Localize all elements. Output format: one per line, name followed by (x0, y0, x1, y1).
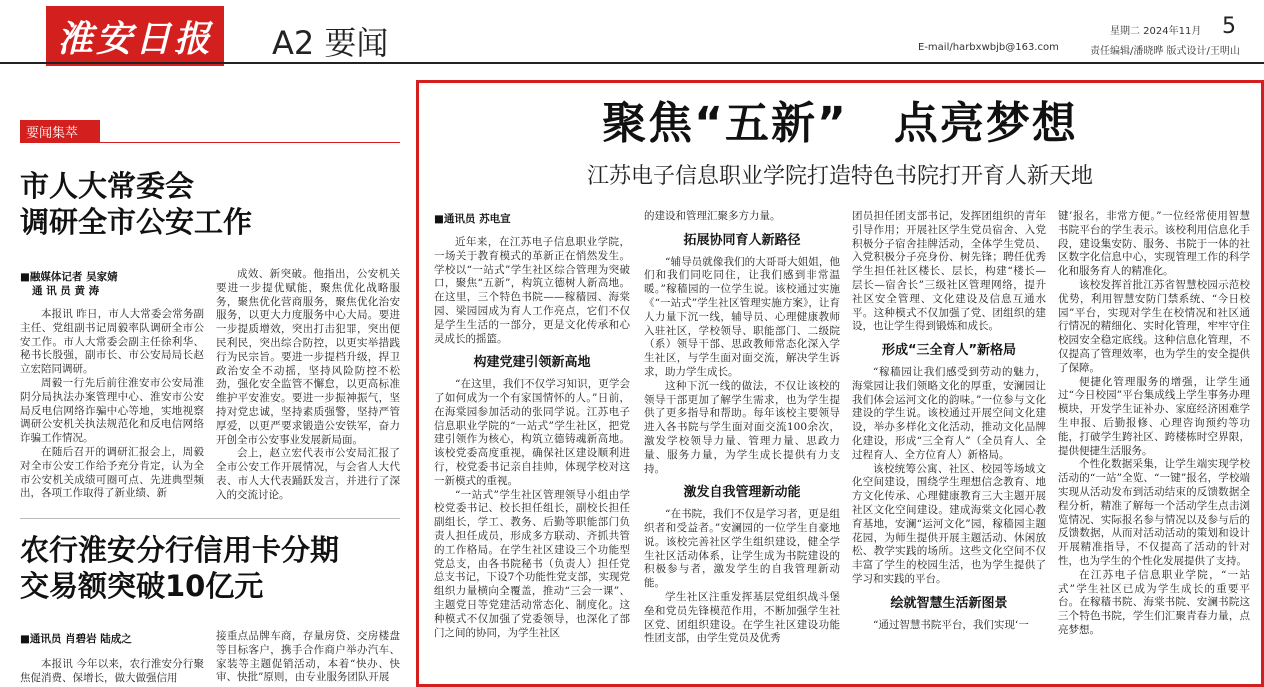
story2-column-a (20, 658, 204, 687)
paragraph: “一站式”学生社区管理领导小组由学校党委书记、校长担任组长，副校长担任副组长，学工、教务、后勤等职能部门负责人担任成员，形成多方联动、齐抓共管的工作格局。在学生社区建设三个功能型党总支，由各书院秘书（负责人）担任党总支书记，下设7个功能性党支部，实现党组织力量横向全覆盖，推动“三会一课”、主题党日等党建活动常态化、制度化。这种模式不仅加强了党委领导，也深化了部门之间的协同，为学生社区 (434, 488, 630, 639)
section-badge: 要闻集萃 (20, 120, 100, 142)
header-rule (0, 62, 1264, 64)
story1-headline (20, 168, 400, 240)
feature-subhead-1: 构建党建引领新高地 (473, 355, 591, 371)
page-label: A2 要闻 (272, 24, 389, 62)
paragraph: 成效、新突破。他指出，公安机关要进一步提优赋能，聚焦优化战略服务，聚焦优化营商服务，聚焦优化治安服务，以更大力度服务中心大局。要进一步提质增效，突出打击犯罪，突出便民利民，突出综合防控，以更实举措践行为民宗旨。要进一步提档升级，捍卫政治安全不动摇，坚持风险防控不松劲，强化安全监管不懈怠，以更高标准维护平安淮安。要进一步振神振气，坚持对党忠诚，坚持素质强警，坚持严管厚爱，以更严要求锻造公安铁军，奋力开创全市公安事业发展新局面。 (216, 268, 400, 446)
feature-column-1 (434, 236, 630, 680)
feature-title: 聚焦“五新” 点亮梦想 (602, 98, 1078, 149)
story1-headline-line1: 市人大常委会 (20, 169, 195, 203)
story1-byline-2: 通 讯 员 黄 涛 (32, 285, 100, 297)
feature-subtitle: 江苏电子信息职业学院打造特色书院打开育人新天地 (586, 164, 1093, 189)
paragraph: “稼穑园让我们感受到劳动的魅力，海棠园让我们领略文化的厚重，安澜园让我们体会运河文化的韵味。”一位参与文化建设的学生说。该校通过开展空间文化建设，举办多样化文化活动，推动文化品牌化建设，形成“三全育人”（全员育人、全过程育人、全方位育人）新格局。 (852, 365, 1046, 461)
feature-subhead-2: 拓展协同育人新路径 (683, 232, 801, 248)
story1-byline-1: ■融媒体记者 吴家婧 (20, 271, 118, 283)
feature-column-2 (644, 210, 840, 680)
paragraph: 本报讯 今年以来，农行淮安分行聚焦促消费、保增长，做大做强信用 (20, 658, 204, 684)
paragraph: 学生社区注重发挥基层党组织战斗堡垒和党员先锋模范作用，不断加强学生社区党、团组织建设。在学生社区建设功能性团支部，由学生党员及优秀 (644, 590, 840, 645)
editor-credits: 责任编辑/潘晓晔 版式设计/王明山 (1090, 46, 1240, 57)
paragraph: 键’报名，非常方便。”一位经常使用智慧书院平台的学生表示。该校利用信息化手段，建设集安防、服务、书院于一体的社区数字化信息中心，实现管理工作的科学化和服务育人的精准化。 (1058, 210, 1250, 278)
paragraph: 在江苏电子信息职业学院，“一站式”学生社区已成为学生成长的重要平台。在稼穑书院、海棠书院、安澜书院这三个特色书院，学生们汇聚青春力量，点亮梦想。 (1058, 568, 1250, 636)
paragraph: 这种下沉一线的做法，不仅让该校的领导干部更加了解学生需求，也为学生提供了更多指导和帮助。每年该校主要领导进入各书院与学生面对面交流100余次，激发学校领导力量、管理力量、思政力量、服务力量，为学生成长提供有力支持。 (644, 379, 840, 475)
paragraph: “通过智慧书院平台，我们实现‘一 (873, 618, 1029, 631)
paragraph: 在随后召开的调研汇报会上，周毅对全市公安工作给予充分肯定，认为全市公安机关成绩可圈可点、先进典型频出，各项工作取得了新业绩、新 (20, 445, 204, 500)
paragraph: “在书院，我们不仅是学习者，更是组织者和受益者。”安澜园的一位学生自豪地说。该校完善社区学生组织建设，健全学生社区活动体系，让学生成为书院建设的积极参与者，激发学生的自我管理新动能。 (644, 508, 840, 590)
story2-byline: ■通讯员 肖碧岩 陆成之 (20, 633, 132, 645)
paragraph: 该校统筹公寓、社区、校园等场域文化空间建设，围绕学生理想信念教育、地方文化传承、心理健康教育三大主题开展社区文化空间建设。建成海棠文化园心教育基地，安澜“运河文化”园，稼穑园主题花园，为师生提供开展主题活动、休闲放松、教学实践的场所。这些文化空间不仅丰富了学生的校园生活，也为学生提供了学习和实践的平台。 (852, 462, 1046, 585)
story1-column-a (20, 308, 204, 508)
feature-subhead-5: 绘就智慧生活新图景 (890, 595, 1008, 611)
paragraph: 周毅一行先后前往淮安市公安局淮阴分局执法办案管理中心、淮安市公安局反电信网络诈骗中心等地，实地视察调研公安机关执法规范化和反电信网络诈骗工作情况。 (20, 376, 204, 445)
paragraph: 会上，赵立宏代表市公安局汇报了全市公安工作开展情况，与会省人大代表、市人大代表踊跃发言，并进行了深入的交流讨论。 (216, 447, 400, 501)
paragraph: “在这里，我们不仅学习知识，更学会了如何成为一个有家国情怀的人。”日前，在海棠园参加活动的张同学说。江苏电子信息职业学院的“一站式”学生社区，把党建引领作为核心，构筑立德铸魂新高地。该校党委高度重视，确保社区建设顺利进行，校党委书记亲自挂帅，体现学校对这一新模式的重视。 (434, 378, 630, 487)
story-divider (20, 518, 400, 519)
feature-subhead-3: 激发自我管理新动能 (683, 485, 801, 501)
issue-day-number: 5 (1222, 14, 1236, 39)
story2-headline-line1: 农行淮安分行信用卡分期 (20, 533, 340, 567)
paragraph: 便捷化管理服务的增强，让学生通过“今日校园”平台集成线上学生事务办理模块，开发学生证补办、家庭经济困难学生申报、后勤报修、心理咨询预约等功能，打破学生跨社区、跨楼栋时空界限，提供便捷生活服务。 (1058, 375, 1250, 457)
paragraph: 接重点品牌车商，存量房贷、交房楼盘等目标客户，携手合作商户举办汽车、家装等主题促销活动，本着“快办、快审、快批”原则，由专业服务团队开展 (216, 630, 400, 684)
editor-email: E-mail/harbxwbjb@163.com (918, 42, 1059, 53)
issue-date: 星期二 2024年11月 (1110, 26, 1202, 37)
story2-column-b (216, 630, 400, 687)
feature-subhead-4: 形成“三全育人”新格局 (881, 343, 1017, 359)
paragraph: 本报讯 昨日，市人大常委会常务副主任、党组副书记周毅率队调研全市公安工作。市人大常委会副主任徐利华、秘书长殷强，副市长、市公安局局长赵立宏陪同调研。 (20, 308, 204, 376)
paragraph: 团员担任团支部书记，发挥团组织的青年引导作用；开展社区学生党员宿舍、入党积极分子宿舍挂牌活动，全体学生党员、入党积极分子亮身份、树先锋；聘任优秀学生担任社区楼长、层长，构建“楼长—层长—宿舍长”三级社区管理网络，提升社区安全管理、文化建设及信息互通水平。这种模式不仅加强了党、团组织的建设，也让学生得到锻炼和成长。 (852, 210, 1046, 333)
newspaper-masthead: 淮安日报 (46, 6, 224, 66)
story2-headline (20, 532, 400, 604)
story1-headline-line2: 调研全市公安工作 (20, 205, 253, 239)
feature-column-3 (852, 210, 1046, 680)
feature-column-4 (1058, 210, 1250, 680)
paragraph: 的建设和管理汇聚多方力量。 (644, 210, 781, 222)
paragraph: “辅导员就像我们的大哥哥大姐姐，他们和我们同吃同住，让我们感到非常温暖。”稼穑园的一位学生说。该校通过实施《“一站式”学生社区管理实施方案》，让育人力量下沉一线，辅导员、心理健康教师入驻社区，学校领导、职能部门、二级院（系）领导干部、思政教师常态化深入学生社区，与学生面对面交流，解决学生诉求，助力学生成长。 (644, 255, 840, 378)
section-rule (20, 142, 400, 143)
story1-column-b (216, 268, 400, 508)
feature-byline: ■通讯员 苏电宣 (434, 213, 511, 225)
story2-headline-line2: 交易额突破10亿元 (20, 569, 264, 603)
paragraph: 近年来，在江苏电子信息职业学院，一场关于教育模式的革新正在悄然发生。学校以“一站式”学生社区综合管理为突破口，聚焦“五新”，构筑立德树人新高地。在这里，三个特色书院——稼穑园、海棠园、梁园园成为育人工作亮点，它们不仅是学生生活的一部分，更是文化传承和心灵成长的摇篮。 (434, 236, 630, 345)
paragraph: 个性化数据采集，让学生端实现学校活动的“一站”全览、“一键”报名，学校端实现从活动发布到活动结束的反馈数据全程分析，精准了解每一个活动学生点击浏览情况、实际报名参与情况以及参与后的反馈数据，从而对活动活动的策划和设计开展精准指导，不仅提高了活动的针对性，也为学生的个性化发展提供了支持。 (1058, 458, 1250, 567)
paragraph: 该校发挥首批江苏省智慧校园示范校优势，利用智慧安防门禁系统、“今日校园”平台，实现对学生在校情况和社区通行情况的精细化、实时化管理，牢牢守住校园安全稳定底线。这种信息化管理，不仅提高了管理效率，也为学生的安全提供了保障。 (1058, 278, 1250, 374)
